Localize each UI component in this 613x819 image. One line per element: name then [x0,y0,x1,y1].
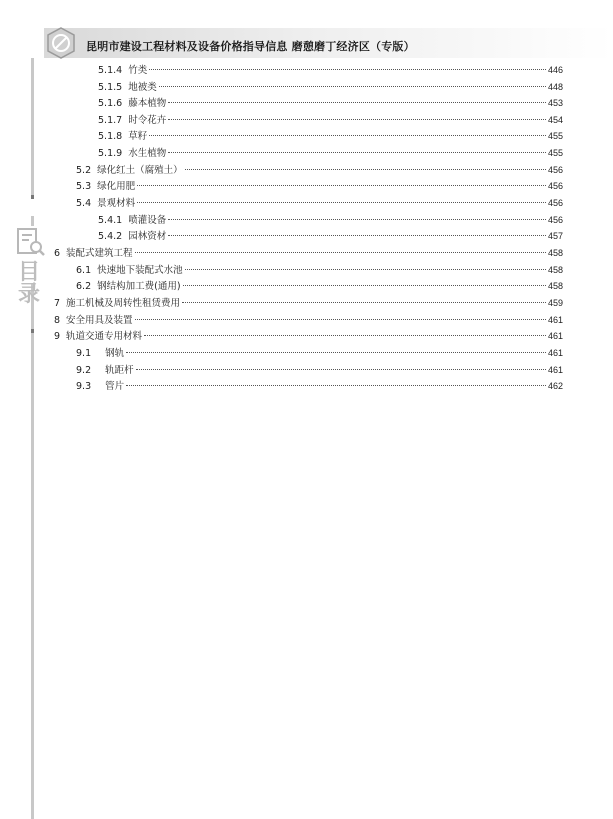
toc-entry[interactable] [98,129,563,143]
toc-leader [182,302,546,303]
toc-label: 钢结构加工费(通用) [97,281,181,292]
toc-label: 时令花卉 [128,115,167,126]
toc-leader [168,219,546,220]
toc-label: 安全用具及装置 [66,315,133,326]
toc-entry[interactable] [76,363,563,377]
toc-label: 景观材料 [97,198,136,209]
toc-number: 6.1 [76,265,92,276]
toc-number: 5.1.5 [98,82,123,93]
toc-leader [168,235,546,236]
toc-page: 461 [547,315,563,325]
toc-number: 8 [54,315,61,326]
toc-label: 绿化红土（腐殖土） [97,165,183,176]
toc-number: 5.1.7 [98,115,123,126]
toc-leader [126,352,546,353]
toc-label: 装配式建筑工程 [66,248,133,259]
toc-leader [136,369,546,370]
publication-logo-icon [46,27,76,59]
toc-page: 448 [547,82,563,92]
toc-number: 9.3 [76,381,92,392]
toc-leader [168,102,546,103]
toc-label: 园林资材 [128,231,167,242]
toc-entry[interactable] [54,329,563,343]
toc-number: 5.4.2 [98,231,123,242]
toc-page: 455 [547,131,563,141]
sidebar-toc-label: 目录 [18,260,41,307]
toc-leader [126,385,546,386]
toc-page: 454 [547,115,563,125]
toc-page: 456 [547,215,563,225]
toc-leader [135,319,546,320]
toc-page: 456 [547,198,563,208]
toc-entry[interactable] [76,179,563,193]
document-search-icon [14,226,46,258]
toc-number: 5.4 [76,198,92,209]
toc-label: 轨道交通专用材料 [66,331,143,342]
toc-leader [149,135,546,136]
header-title: 昆明市建设工程材料及设备价格指导信息 磨憩磨丁经济区（专版） [86,40,415,53]
toc-leader [137,202,546,203]
toc-leader [135,252,546,253]
toc-page: 459 [547,298,563,308]
toc-leader [185,269,546,270]
toc-label: 竹类 [128,65,148,76]
toc-leader [183,285,546,286]
toc-number: 9 [54,331,61,342]
toc-entry[interactable] [54,296,563,310]
toc-entry[interactable] [98,213,563,227]
toc-entry[interactable] [54,313,563,327]
toc-number: 5.1.6 [98,98,123,109]
toc-label: 草籽 [128,131,148,142]
toc-page: 458 [547,248,563,258]
toc-page: 458 [547,281,563,291]
toc-number: 6.2 [76,281,92,292]
toc-page: 456 [547,181,563,191]
toc-entry[interactable] [76,196,563,210]
toc-leader [137,185,546,186]
toc-leader [168,152,546,153]
toc-page: 461 [547,331,563,341]
toc-page: 446 [547,65,563,75]
toc-entry[interactable] [76,163,563,177]
toc-entry[interactable] [98,63,563,77]
toc-leader [159,86,546,87]
toc-page: 456 [547,165,563,175]
toc-number: 6 [54,248,61,259]
toc-entry[interactable] [98,229,563,243]
toc-page: 457 [547,231,563,241]
toc-entry[interactable] [98,146,563,160]
sidebar-marker [31,195,34,199]
toc-entry[interactable] [98,113,563,127]
toc-number: 9.2 [76,365,92,376]
toc-label: 管片 [105,381,125,392]
toc-number: 5.1.8 [98,131,123,142]
toc-leader [168,119,546,120]
toc-label: 快速地下装配式水池 [97,265,183,276]
toc-label: 水生植物 [128,148,167,159]
toc-number: 7 [54,298,61,309]
toc-page: 453 [547,98,563,108]
toc-label: 喷灌设备 [128,215,167,226]
toc-label: 轨距杆 [105,365,134,376]
toc-page: 462 [547,381,563,391]
toc-entry[interactable] [76,263,563,277]
toc-number: 5.4.1 [98,215,123,226]
toc-entry[interactable] [76,379,563,393]
toc-number: 9.1 [76,348,92,359]
toc-entry[interactable] [98,96,563,110]
toc-label: 藤本植物 [128,98,167,109]
toc-label: 钢轨 [105,348,125,359]
toc-page: 461 [547,365,563,375]
toc-label: 绿化用肥 [97,181,136,192]
sidebar-rule [31,58,34,819]
toc-page: 461 [547,348,563,358]
toc-leader [185,169,546,170]
toc-entry[interactable] [54,246,563,260]
sidebar-marker [31,329,34,333]
toc-number: 5.2 [76,165,92,176]
toc-leader [144,335,546,336]
toc-number: 5.3 [76,181,92,192]
toc-entry[interactable] [76,279,563,293]
toc-leader [149,69,546,70]
toc-number: 5.1.4 [98,65,123,76]
toc-label: 地被类 [128,82,157,93]
toc-entry[interactable] [76,346,563,360]
toc-page: 458 [547,265,563,275]
toc-label: 施工机械及周转性租赁费用 [66,298,181,309]
toc-entry[interactable] [98,80,563,94]
toc-page: 455 [547,148,563,158]
toc-number: 5.1.9 [98,148,123,159]
